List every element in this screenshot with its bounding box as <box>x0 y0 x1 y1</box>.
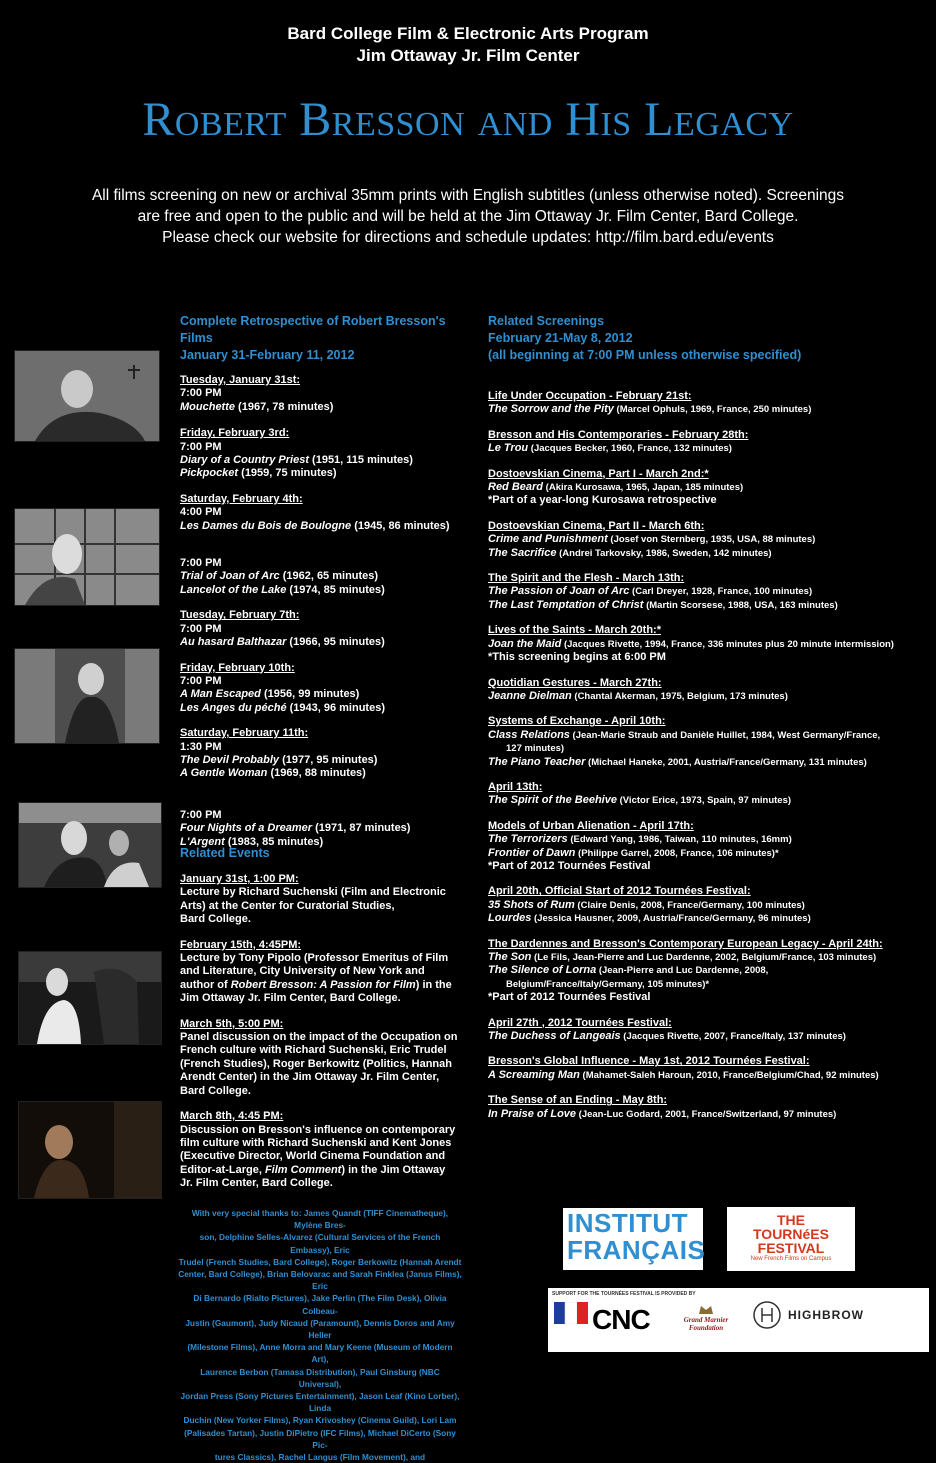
schedule-line <box>180 454 480 467</box>
schedule-day <box>180 662 480 716</box>
film-title: Jeanne Dielman <box>488 689 572 702</box>
event-date: March 5th, 5:00 PM: <box>180 1017 284 1030</box>
schedule-line <box>180 822 480 835</box>
screening-item <box>488 781 928 808</box>
schedule-line <box>180 584 480 597</box>
screening-film <box>488 1030 928 1043</box>
event-line: author of Robert Bresson: A Passion for Film) in the <box>180 978 452 991</box>
screening-note: *Part of 2012 Tournées Festival <box>488 859 651 872</box>
thanks-line: Jordan Press (Sony Pictures Entertainment), Jason Leaf (Kino Lorber), Linda <box>180 1391 460 1414</box>
thanks-line: (Palisades Tartan), Justin DiPietro (IFC Films), Michael DiCerto (Sony Pic- <box>184 1427 456 1450</box>
intro-line: are free and open to the public and will be held at the Jim Ottaway Jr. Film Center, Bard College. <box>137 208 799 225</box>
film-details: (1967, 78 minutes) <box>235 400 334 413</box>
film-title: Le Trou <box>488 442 529 455</box>
thanks-line: son, Delphine Selles-Alvarez (Cultural Services of the French Embassy), Eric <box>199 1232 441 1255</box>
event-date: January 31st, 1:00 PM: <box>180 873 299 885</box>
film-details: (Edward Yang, 1986, Taiwan, 110 minutes, 16mm) <box>567 834 792 846</box>
schedule-line: 4:00 PM <box>180 506 222 519</box>
film-title: A Man Escaped <box>180 688 261 701</box>
film-title: Au hasard Balthazar <box>180 636 287 649</box>
screening-title: April 20th, Official Start of 2012 Tournées Festival: <box>488 885 751 898</box>
thanks-line: tures Classics), Rachel Langus (Film Movement), and <box>214 1452 426 1463</box>
thanks-line: Trudel (French Studies, Bard College), Roger Berkowitz (Hannah Arendt <box>178 1256 462 1267</box>
intro-line: All films screening on new or archival 35mm prints with English subtitles (unless otherwise noted). Screenings <box>91 187 845 204</box>
screening-item <box>488 938 928 1005</box>
film-details: (1971, 87 minutes) <box>312 822 411 835</box>
schedule-line <box>180 520 480 533</box>
thanks-line: (Milestone Films), Anne Morra and Mary Keene (Museum of Modern Art), <box>187 1342 453 1365</box>
schedule-line: 1:30 PM <box>180 740 222 753</box>
film-title: Trial of Joan of Arc <box>180 570 280 583</box>
screening-film <box>488 403 928 416</box>
film-details: (Jessica Hausner, 2009, Austria/France/Germany, 96 minutes) <box>531 913 811 925</box>
italic-title: Robert Bresson: A Passion for Film <box>230 978 416 991</box>
page-title: Robert Bresson and His Legacy <box>142 93 794 146</box>
film-still-mouchette <box>14 350 160 442</box>
grand-marnier-logo <box>666 1302 746 1332</box>
schedule-line: 7:00 PM <box>180 387 222 400</box>
screening-film <box>488 756 928 769</box>
screening-film <box>488 951 928 964</box>
film-details: (Andrei Tarkovsky, 1986, Sweden, 142 minutes) <box>556 547 772 559</box>
thanks-line: Justin (Gaumont), Judy Nicaud (Paramount), Dennis Doros and Amy Heller <box>185 1317 455 1341</box>
screening-film <box>488 794 928 807</box>
highbrow-text: HIGHBROW <box>788 1308 864 1322</box>
film-details-cont: 127 minutes) <box>506 743 565 755</box>
film-title: The Devil Probably <box>180 753 280 766</box>
film-title: The Terrorizers <box>488 833 568 846</box>
film-details: (Josef von Sternberg, 1935, USA, 88 minutes) <box>607 534 816 546</box>
screening-film <box>488 1108 928 1121</box>
film-details: (Michael Haneke, 2001, Austria/France/Germany, 131 minutes) <box>585 756 867 768</box>
film-title: Frontier of Dawn <box>488 846 576 859</box>
schedule-day <box>180 809 480 849</box>
screening-film <box>488 638 928 651</box>
grand-marnier-text: Grand Marnier Foundation <box>683 1316 729 1332</box>
event-line: French culture with Richard Suchenski, Eric Trudel <box>180 1044 447 1057</box>
related-events-list <box>180 873 480 1203</box>
tournees-tagline: New French Films on Campus <box>750 1256 832 1262</box>
event-line: Jim Ottaway Jr. Film Center, Bard College. <box>180 992 401 1005</box>
film-title: Red Beard <box>488 481 544 494</box>
event-date: March 8th, 4:45 PM: <box>180 1110 284 1123</box>
film-details: (1945, 86 minutes) <box>351 519 450 532</box>
film-details-cont: Belgium/France/Italy/Germany, 105 minutes)* <box>506 978 710 990</box>
film-center-name: Jim Ottaway Jr. Film Center <box>356 46 580 65</box>
film-details: (1977, 95 minutes) <box>279 753 378 766</box>
film-still-dark-scene <box>18 1101 162 1199</box>
screening-item <box>488 624 928 664</box>
screening-title: Models of Urban Alienation - April 17th: <box>488 819 694 832</box>
film-title: A Screaming Man <box>488 1068 580 1081</box>
film-still-balthazar <box>14 648 160 744</box>
film-details: (Jacques Rivette, 2007, France/Italy, 137 minutes) <box>620 1031 846 1043</box>
event-line: Arts) at the Center for Curatorial Studies, <box>180 899 395 912</box>
film-title: Four Nights of a Dreamer <box>180 822 313 835</box>
retrospective-section <box>180 313 480 364</box>
event-line: Bard College. <box>180 913 251 926</box>
film-title: The Last Temptation of Christ <box>488 598 644 611</box>
schedule-line <box>180 467 480 480</box>
film-details: (Jean-Marie Straub and Danièle Huillet, 1984, West Germany/France, <box>569 729 881 741</box>
francais-text: FRANÇAIS <box>567 1235 706 1265</box>
screening-title: The Sense of an Ending - May 8th: <box>488 1094 668 1107</box>
event-line: Bard College. <box>180 1084 251 1097</box>
screening-item <box>488 677 928 704</box>
screening-title: April 13th: <box>488 780 543 793</box>
screening-item <box>488 468 928 508</box>
screening-item <box>488 429 928 456</box>
related-events-section <box>180 845 480 862</box>
film-details: (Philippe Garrel, 2008, France, 106 minutes)* <box>575 847 779 859</box>
schedule-line <box>180 767 480 780</box>
schedule-day <box>180 557 480 597</box>
thanks-line: With very special thanks to: James Quandt (TIFF Cinematheque), Mylène Bres- <box>191 1208 449 1231</box>
screening-title: Dostoevskian Cinema, Part II - March 6th: <box>488 519 705 532</box>
event-line: Panel discussion on the impact of the Occupation on <box>180 1031 458 1044</box>
schedule-day <box>180 493 480 533</box>
screening-item <box>488 820 928 874</box>
screening-film <box>488 599 928 612</box>
schedule-date: Friday, February 10th: <box>180 661 295 674</box>
film-title: The Sacrifice <box>488 546 557 559</box>
event-line: Jr. Film Center, Bard College. <box>180 1177 333 1190</box>
schedule-date: Tuesday, January 31st: <box>180 374 301 386</box>
screening-title: Lives of the Saints - March 20th:* <box>488 624 661 637</box>
screening-title: The Dardennes and Bresson's Contemporary European Legacy - April 24th: <box>488 937 883 950</box>
film-details: (1983, 85 minutes) <box>224 835 324 848</box>
event-item <box>180 1018 480 1098</box>
film-title: The Sorrow and the Pity <box>488 403 614 416</box>
film-details: (1966, 95 minutes) <box>286 636 385 649</box>
screening-title: Quotidian Gestures - March 27th: <box>488 676 662 689</box>
film-details: (Marcel Ophuls, 1969, France, 250 minutes) <box>613 404 812 416</box>
screening-item <box>488 1017 928 1044</box>
screenings-heading: Related Screenings <box>488 314 605 328</box>
screening-film <box>488 585 928 598</box>
screening-title: Life Under Occupation - February 21st: <box>488 390 692 402</box>
screening-title: Dostoevskian Cinema, Part I - March 2nd:* <box>488 467 709 480</box>
event-item <box>180 873 480 927</box>
schedule-date: Saturday, February 11th: <box>180 727 309 740</box>
screening-film <box>488 1069 928 1082</box>
screening-film <box>488 547 928 560</box>
schedule-line: 7:00 PM <box>180 622 222 635</box>
crest-icon <box>697 1302 715 1316</box>
film-details: (1943, 96 minutes) <box>286 701 385 714</box>
event-line: (French Studies), Roger Berkowitz (Politics, Hannah <box>180 1057 452 1070</box>
screening-film <box>488 899 928 912</box>
retrospective-schedule <box>180 374 480 849</box>
schedule-line: 7:00 PM <box>180 808 222 821</box>
screening-note: *Part of a year-long Kurosawa retrospective <box>488 494 717 507</box>
event-line: Discussion on Bresson's influence on contemporary <box>180 1123 456 1136</box>
film-title: Lourdes <box>488 912 532 925</box>
screening-item <box>488 572 928 612</box>
event-line: Lecture by Richard Suchenski (Film and Electronic <box>180 886 446 899</box>
schedule-date: Tuesday, February 7th: <box>180 609 300 622</box>
screening-item <box>488 1094 928 1121</box>
event-line: Editor-at-Large, Film Comment) in the Jim Ottaway <box>180 1163 446 1176</box>
screening-item <box>488 885 928 925</box>
related-screenings-section <box>488 313 928 364</box>
screening-film <box>488 912 928 925</box>
film-title: Joan the Maid <box>488 637 562 650</box>
special-thanks <box>178 1207 462 1463</box>
french-republic-flag-icon <box>554 1302 588 1324</box>
sponsor-strip <box>548 1288 929 1352</box>
film-still-four-nights <box>18 802 162 888</box>
event-line: Arendt Center) in the Jim Ottaway Jr. Film Center, <box>180 1071 440 1084</box>
retrospective-heading: Complete Retrospective of Robert Bresson's Films <box>180 314 446 345</box>
screenings-note: (all beginning at 7:00 PM unless otherwise specified) <box>488 348 802 362</box>
film-details: (Jacques Rivette, 1994, France, 336 minutes plus 20 minute intermission) <box>561 638 894 650</box>
screening-title: The Spirit and the Flesh - March 13th: <box>488 572 685 585</box>
film-title: The Piano Teacher <box>488 755 586 768</box>
screening-note: *This screening begins at 6:00 PM <box>488 651 666 664</box>
schedule-line <box>180 754 480 767</box>
screening-item <box>488 1055 928 1082</box>
event-line: Lecture by Tony Pipolo (Professor Emeritus of Film <box>180 952 449 965</box>
film-details: (Jean-Pierre and Luc Dardenne, 2008, <box>596 965 769 977</box>
schedule-line: 7:00 PM <box>180 440 222 453</box>
schedule-line <box>180 636 480 649</box>
tournees-festival-logo <box>727 1207 855 1271</box>
film-title: The Duchess of Langeais <box>488 1030 621 1043</box>
cnc-logo: CNC <box>592 1304 650 1335</box>
related-screenings-list <box>488 390 928 1133</box>
film-details: (1962, 65 minutes) <box>279 570 379 583</box>
screening-item <box>488 520 928 560</box>
schedule-line <box>180 401 480 414</box>
schedule-line <box>180 702 480 715</box>
schedule-day <box>180 727 480 781</box>
film-still-dames <box>14 508 160 606</box>
film-details: (1951, 115 minutes) <box>308 454 413 467</box>
film-title: The Passion of Joan of Arc <box>488 585 630 598</box>
film-details: (Carl Dreyer, 1928, France, 100 minutes) <box>629 586 813 598</box>
tournees-festival: FESTIVAL <box>757 1240 825 1256</box>
tournees-name: TOURNéES <box>753 1226 829 1242</box>
event-item <box>180 939 480 1006</box>
film-title: In Praise of Love <box>488 1107 577 1120</box>
film-details: (Claire Denis, 2008, France/Germany, 100 minutes) <box>574 899 805 911</box>
program-name: Bard College Film & Electronic Arts Program <box>287 24 649 43</box>
film-title: L'Argent <box>180 835 225 848</box>
film-details: (Le Fils, Jean-Pierre and Luc Dardenne, 2002, Belgium/France, 103 minutes) <box>531 952 877 963</box>
event-line: film culture with Richard Suchenski and Kent Jones <box>180 1136 452 1149</box>
film-title: Class Relations <box>488 728 570 741</box>
thanks-line: Center, Bard College), Brian Belovarac and Sarah Finklea (Janus Films), Eric <box>178 1269 462 1292</box>
schedule-day <box>180 609 480 649</box>
screening-title: Systems of Exchange - April 10th: <box>488 715 666 728</box>
film-title: The Spirit of the Beehive <box>488 794 617 807</box>
film-title: The Son <box>488 951 532 963</box>
thanks-line: Di Bernardo (Rialto Pictures), Jake Perlin (The Film Desk), Olivia Colbeau- <box>193 1293 447 1316</box>
film-details: (1956, 99 minutes) <box>260 688 360 701</box>
schedule-line <box>180 570 480 583</box>
film-details: (Martin Scorsese, 1988, USA, 163 minutes) <box>643 599 838 611</box>
film-details: (1969, 88 minutes) <box>267 767 366 780</box>
film-details: (Mahamet-Saleh Haroun, 2010, France/Belgium/Chad, 92 minutes) <box>579 1069 879 1081</box>
film-title: Crime and Punishment <box>488 533 608 546</box>
film-details: (Jacques Becker, 1960, France, 132 minutes) <box>528 443 732 455</box>
screening-film <box>488 833 928 846</box>
related-events-heading: Related Events <box>180 846 270 860</box>
film-title: 35 Shots of Rum <box>488 898 575 911</box>
schedule-day <box>180 427 480 481</box>
screening-item <box>488 390 928 417</box>
event-item <box>180 1110 480 1190</box>
highbrow-circle-icon <box>752 1300 782 1330</box>
intro-text <box>60 185 876 248</box>
event-date: February 15th, 4:45PM: <box>180 938 302 951</box>
screening-title: Bresson and His Contemporaries - February 28th: <box>488 428 749 441</box>
film-title: Les Anges du péché <box>180 701 287 714</box>
schedule-line: 7:00 PM <box>180 674 222 687</box>
screening-title: Bresson's Global Influence - May 1st, 2012 Tournées Festival: <box>488 1055 810 1068</box>
italic-title: Film Comment <box>264 1163 342 1176</box>
film-title: Diary of a Country Priest <box>180 454 309 467</box>
event-line: and Literature, City University of New York and <box>180 965 425 978</box>
film-title: A Gentle Woman <box>180 767 268 780</box>
intro-line: Please check our website for directions and schedule updates: http://film.bard.edu/events <box>162 229 774 246</box>
schedule-date: Saturday, February 4th: <box>180 492 303 505</box>
screening-film <box>488 690 928 703</box>
film-title: The Silence of Lorna <box>488 964 597 977</box>
schedule-date: Friday, February 3rd: <box>180 427 290 440</box>
screening-item <box>488 715 928 769</box>
screening-film <box>488 533 928 546</box>
screening-note: *Part of 2012 Tournées Festival <box>488 991 651 1004</box>
film-title: Les Dames du Bois de Boulogne <box>180 519 352 532</box>
thanks-line: Laurence Berbon (Tamasa Distribution), Paul Ginsburg (NBC Universal), <box>200 1366 440 1389</box>
institut-francais-logo <box>563 1208 706 1270</box>
film-details: (1959, 75 minutes) <box>238 467 337 480</box>
screening-film <box>488 442 928 455</box>
tournees-the: THE <box>777 1212 805 1228</box>
screening-film <box>488 847 928 860</box>
film-title: Lancelot of the Lake <box>180 583 287 596</box>
film-details: (1974, 85 minutes) <box>286 583 385 596</box>
screening-film <box>488 729 928 742</box>
schedule-day <box>180 374 480 414</box>
film-details: (Jean-Luc Godard, 2001, France/Switzerland, 97 minutes) <box>576 1108 837 1120</box>
support-text: SUPPORT FOR THE TOURNÉES FESTIVAL IS PROVIDED BY <box>552 1291 696 1297</box>
institut-text: INSTITUT <box>567 1208 688 1238</box>
film-details: (Victor Erice, 1973, Spain, 97 minutes) <box>616 795 792 807</box>
retrospective-dates: January 31-February 11, 2012 <box>180 348 355 362</box>
thanks-line: Duchin (New Yorker Films), Ryan Krivoshey (Cinema Guild), Lori Lam <box>183 1415 457 1426</box>
screening-title: April 27th , 2012 Tournées Festival: <box>488 1016 672 1029</box>
screening-film <box>488 964 928 977</box>
schedule-line <box>180 688 480 701</box>
screening-film <box>488 481 928 494</box>
film-title: Mouchette <box>180 400 235 413</box>
event-line: (Executive Director, World Cinema Foundation and <box>180 1150 446 1163</box>
film-details: (Chantal Akerman, 1975, Belgium, 173 minutes) <box>571 690 788 702</box>
screenings-dates: February 21-May 8, 2012 <box>488 331 633 345</box>
schedule-line: 7:00 PM <box>180 557 222 570</box>
film-title: Pickpocket <box>180 467 239 480</box>
film-still-donkey <box>18 951 162 1045</box>
film-details: (Akira Kurosawa, 1965, Japan, 185 minutes) <box>543 482 744 494</box>
